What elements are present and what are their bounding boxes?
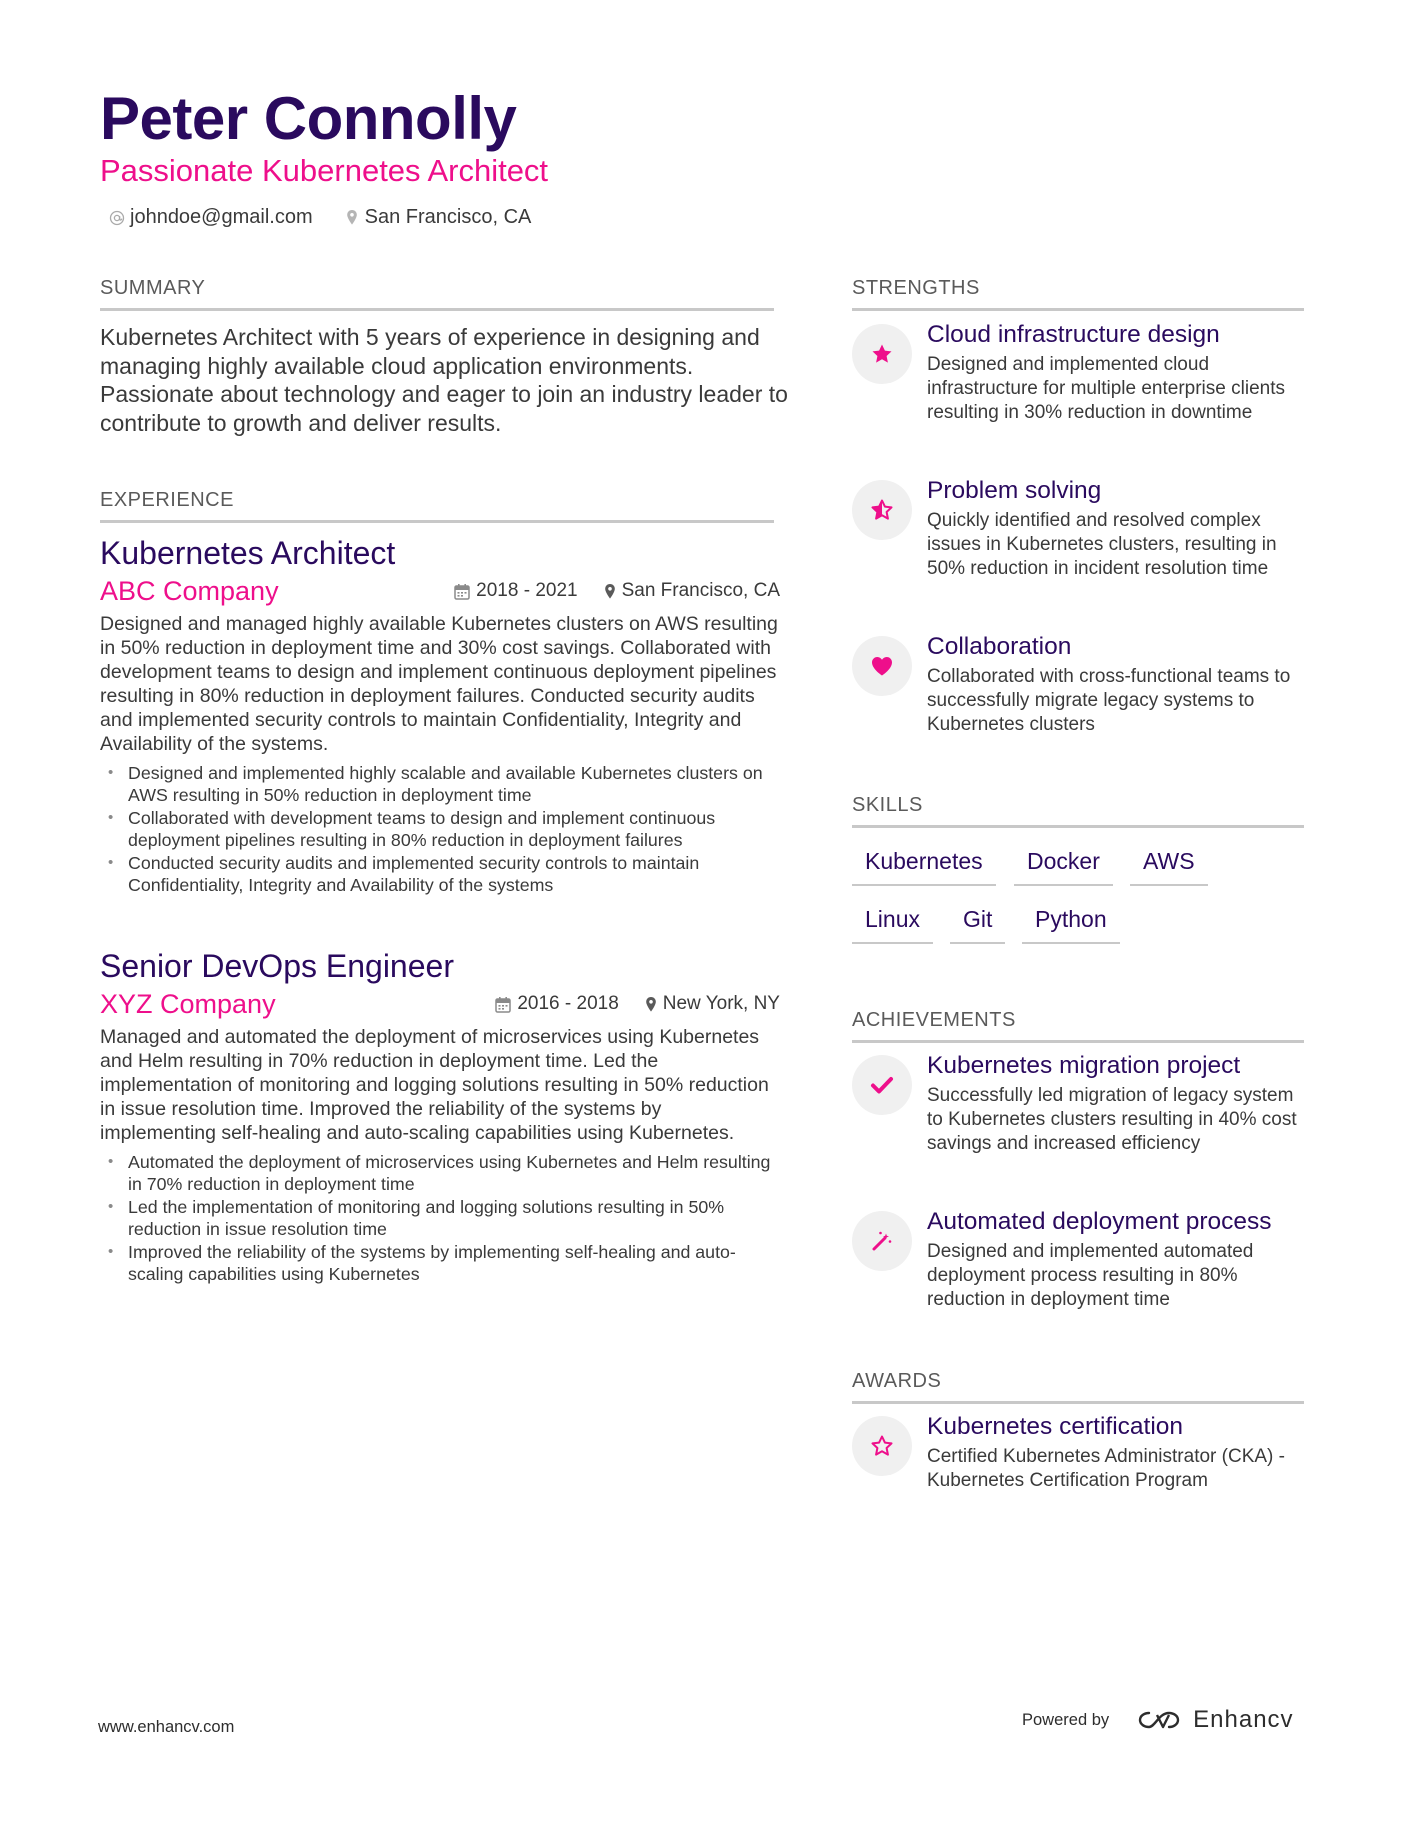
star-icon: [852, 324, 912, 384]
skills-section-title: SKILLS: [852, 793, 1304, 828]
job-bullet: • Led the implementation of monitoring and logging solutions resulting in 50% reduction in issue resolution time: [100, 1196, 780, 1240]
achievement-title: Automated deployment process: [927, 1208, 1272, 1235]
job-bullet: • Automated the deployment of microservices using Kubernetes and Helm resulting in 70% reduction in deployment time: [100, 1151, 780, 1195]
location-text: San Francisco, CA: [364, 206, 532, 228]
footer-website-link[interactable]: www.enhancv.com: [98, 1718, 235, 1736]
job-location: New York, NY: [645, 993, 780, 1015]
skill-tag: Kubernetes: [852, 846, 996, 886]
job-description: Managed and automated the deployment of microservices using Kubernetes and Helm resulting in 70% reduction in deployment time. Led the implementation of monitoring and logging solutions resulting in 50% reduction in issue resolution time. Improved the reliability of the systems by implementing self-healing and auto-scaling capabilities using Kubernetes.: [100, 1026, 769, 1144]
job-meta-row: [100, 574, 780, 608]
calendar-icon: [495, 996, 511, 1013]
skill-tag: Docker: [1014, 846, 1113, 886]
job-bullet: • Designed and implemented highly scalable and available Kubernetes clusters on AWS resulting in 50% reduction in deployment time: [100, 762, 780, 806]
job-bullet-list: [100, 1151, 780, 1285]
email-text: johndoe@gmail.com: [130, 206, 313, 228]
achievement-item: [852, 1208, 1312, 1312]
location-pin-icon: [645, 996, 657, 1013]
skill-tag: Linux: [852, 904, 933, 944]
awards-section-title: AWARDS: [852, 1369, 1304, 1404]
strength-description: Quickly identified and resolved complex issues in Kubernetes clusters, resulting in 50% reduction in incident resolution time: [927, 510, 1277, 579]
enhancv-logo[interactable]: [1135, 1706, 1293, 1734]
experience-entry: [100, 947, 780, 1286]
location-pin-icon: [604, 583, 616, 600]
job-meta-row: [100, 987, 780, 1021]
strength-title: Cloud infrastructure design: [927, 321, 1220, 348]
job-title: Senior DevOps Engineer: [100, 948, 454, 984]
strength-title: Collaboration: [927, 633, 1072, 660]
experience-entry: [100, 534, 780, 897]
contact-row: [108, 206, 561, 229]
award-item: [852, 1413, 1312, 1493]
strengths-section-title: STRENGTHS: [852, 276, 1304, 311]
contact-location: [343, 206, 532, 229]
skill-tag: Python: [1022, 904, 1120, 944]
heart-icon: [852, 636, 912, 696]
job-meta: [469, 993, 780, 1015]
job-bullet: • Conducted security audits and implemented security controls to maintain Confidentiality, Integrity and Availability of the systems: [100, 852, 780, 896]
strength-item: [852, 477, 1312, 581]
contact-email[interactable]: [108, 206, 313, 229]
at-icon: [108, 208, 126, 228]
strength-item: [852, 321, 1312, 425]
award-description: Certified Kubernetes Administrator (CKA) - Kubernetes Certification Program: [927, 1446, 1285, 1491]
enhancv-logo-icon: [1135, 1708, 1183, 1732]
location-pin-icon: [343, 208, 361, 228]
achievements-section-title: ACHIEVEMENTS: [852, 1008, 1304, 1043]
strength-title: Problem solving: [927, 477, 1102, 504]
half-star-icon: [852, 480, 912, 540]
strength-description: Designed and implemented cloud infrastructure for multiple enterprise clients resulting in 30% reduction in downtime: [927, 354, 1285, 423]
strength-item: [852, 633, 1312, 737]
company-name: XYZ Company: [100, 989, 276, 1019]
strength-description: Collaborated with cross-functional teams to successfully migrate legacy systems to Kubernetes clusters: [927, 666, 1291, 735]
calendar-icon: [454, 583, 470, 600]
star-outline-icon: [852, 1416, 912, 1476]
job-title: Kubernetes Architect: [100, 535, 396, 571]
experience-section-title: EXPERIENCE: [100, 488, 774, 523]
summary-section-title: SUMMARY: [100, 276, 774, 311]
achievement-title: Kubernetes migration project: [927, 1052, 1241, 1079]
summary-text: Kubernetes Architect with 5 years of experience in designing and managing highly available cloud application environments. Passionate about technology and eager to join an industry leader to contribute to growth and deliver results.: [100, 324, 788, 436]
job-description: Designed and managed highly available Kubernetes clusters on AWS resulting in 50% reduction in deployment time and 30% cost savings. Collaborated with development teams to design and implement continuous deployment pipelines resulting in 80% reduction in deployment failures. Conducted security audits and implemented security controls to maintain Confidentiality, Integrity and Availability of the systems.: [100, 613, 778, 755]
check-icon: [852, 1055, 912, 1115]
footer-branding: [1022, 1706, 1294, 1734]
achievement-description: Successfully led migration of legacy system to Kubernetes clusters resulting in 40% cost savings and increased efficiency: [927, 1085, 1297, 1154]
job-bullet: • Collaborated with development teams to design and implement continuous deployment pipelines resulting in 80% reduction in deployment failures: [100, 807, 780, 851]
job-bullet-list: [100, 762, 780, 896]
job-dates: 2016 - 2018: [495, 993, 618, 1015]
job-dates: 2018 - 2021: [454, 580, 577, 602]
job-location: San Francisco, CA: [604, 580, 780, 602]
enhancv-wordmark: Enhancv: [1193, 1706, 1294, 1733]
powered-by-label: Powered by: [1022, 1710, 1110, 1729]
skill-tag: Git: [950, 904, 1005, 944]
achievement-description: Designed and implemented automated deployment process resulting in 80% reduction in deployment time: [927, 1241, 1254, 1310]
company-name: ABC Company: [100, 576, 279, 606]
candidate-name: Peter Connolly: [100, 85, 517, 152]
candidate-role: Passionate Kubernetes Architect: [100, 153, 549, 188]
skill-tag: AWS: [1130, 846, 1208, 886]
magic-wand-icon: [852, 1211, 912, 1271]
job-meta: [428, 580, 780, 602]
job-bullet: • Improved the reliability of the systems by implementing self-healing and auto-scaling capabilities using Kubernetes: [100, 1241, 780, 1285]
achievement-item: [852, 1052, 1312, 1156]
award-title: Kubernetes certification: [927, 1413, 1184, 1440]
